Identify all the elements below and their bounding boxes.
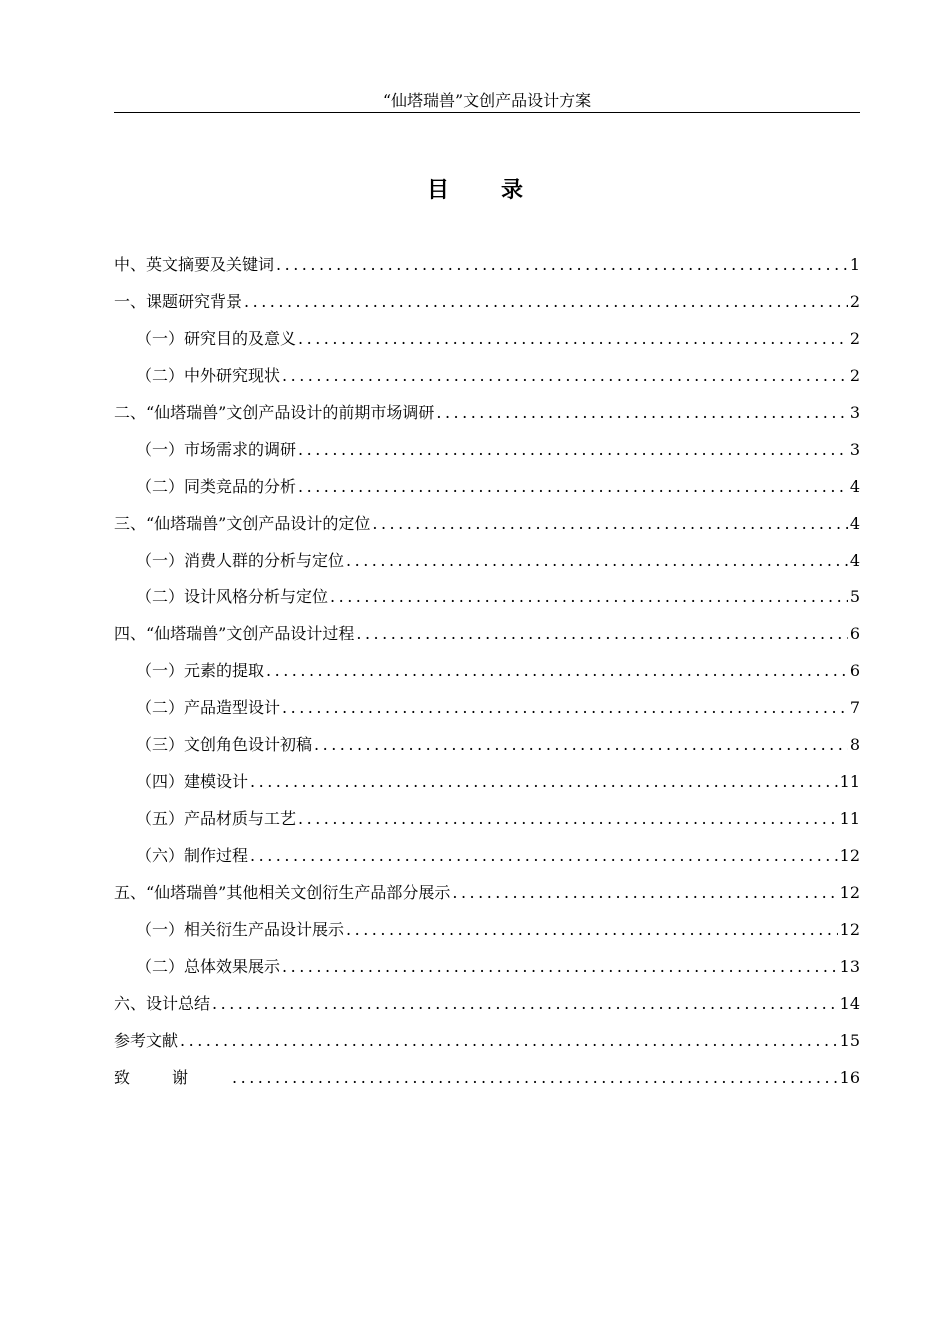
toc-entry[interactable] <box>114 954 860 991</box>
toc-entry-label: （二）产品造型设计 <box>136 698 281 718</box>
toc-entry-label: 中、英文摘要及关键词 <box>114 255 275 274</box>
toc-entry-label: （一）研究目的及意义 <box>136 328 297 348</box>
toc-dot-leader <box>274 252 848 278</box>
toc-dot-leader <box>296 326 848 352</box>
toc-dot-leader <box>210 991 838 1017</box>
toc-entry-page-number: 14 <box>839 993 860 1013</box>
toc-entry-page-number: 4 <box>849 476 860 496</box>
toc-dot-leader <box>248 769 838 795</box>
toc-entry-label: 参考文献 <box>114 1030 179 1050</box>
toc-entry-label: 二、“仙塔瑞兽”文创产品设计的前期市场调研 <box>114 402 435 422</box>
toc-entry-page-number: 2 <box>849 328 860 348</box>
toc-entry-label: （二）总体效果展示 <box>136 956 281 976</box>
toc-entry-label: （三）文创角色设计初稿 <box>136 735 313 755</box>
toc-dot-leader <box>178 1028 838 1054</box>
toc-entry-page-number: 15 <box>839 1030 860 1050</box>
toc-entry-label: 五、“仙塔瑞兽”其他相关文创衍生产品部分展示 <box>114 882 451 902</box>
toc-dot-leader <box>280 695 848 721</box>
toc-entry-page-number: 1 <box>849 255 860 274</box>
toc-entry-page-number: 3 <box>849 439 860 459</box>
toc-entry[interactable] <box>114 400 860 437</box>
toc-entry-label: 致谢 <box>114 1067 231 1087</box>
toc-dot-leader <box>248 843 838 869</box>
toc-entry-page-number: 12 <box>839 846 860 865</box>
toc-entry-page-number: 12 <box>839 919 860 939</box>
toc-entry-page-number: 7 <box>849 698 860 718</box>
toc-entry-page-number: 4 <box>849 550 860 570</box>
toc-dot-leader <box>312 732 848 758</box>
toc-entry[interactable] <box>114 437 860 474</box>
toc-entry-page-number: 13 <box>839 956 860 976</box>
toc-entry-page-number: 5 <box>849 587 860 607</box>
toc-entry[interactable] <box>114 474 860 511</box>
toc-entry-label: 一、课题研究背景 <box>114 291 243 311</box>
toc-entry[interactable] <box>114 363 860 400</box>
toc-entry-page-number: 16 <box>839 1067 860 1087</box>
toc-dot-leader <box>296 806 838 832</box>
toc-entry[interactable] <box>114 695 860 732</box>
toc-dot-leader <box>354 621 847 647</box>
toc-entry[interactable] <box>114 621 860 658</box>
toc-entry-label: 三、“仙塔瑞兽”文创产品设计的定位 <box>114 513 371 533</box>
toc-entry[interactable] <box>114 880 860 917</box>
toc-entry[interactable] <box>114 289 860 326</box>
toc-entry-label: （四）建模设计 <box>136 772 249 792</box>
toc-entry-page-number: 8 <box>849 735 860 755</box>
toc-entry[interactable] <box>114 584 860 621</box>
toc-dot-leader <box>328 584 848 610</box>
toc-entry[interactable] <box>114 806 860 843</box>
toc-dot-leader <box>370 511 847 537</box>
toc-entry[interactable] <box>114 548 860 585</box>
toc-dot-leader <box>296 437 848 463</box>
toc-entry[interactable] <box>114 991 860 1028</box>
toc-entry-label: （二）中外研究现状 <box>136 365 281 385</box>
toc-title: 目录 <box>426 177 575 203</box>
toc-entry-page-number: 2 <box>849 291 860 311</box>
toc-entry-label: （二）同类竞品的分析 <box>136 476 297 496</box>
table-of-contents <box>114 252 860 1102</box>
toc-entry-label: （一）相关衍生产品设计展示 <box>136 919 345 939</box>
toc-entry-page-number: 2 <box>849 365 860 385</box>
toc-dot-leader <box>344 917 838 943</box>
toc-entry[interactable] <box>114 252 860 289</box>
toc-dot-leader <box>434 400 847 426</box>
toc-dot-leader <box>280 954 838 980</box>
toc-entry-page-number: 11 <box>839 772 860 792</box>
toc-entry-label: 四、“仙塔瑞兽”文创产品设计过程 <box>114 624 355 644</box>
toc-entry[interactable] <box>114 917 860 954</box>
toc-entry-page-number: 6 <box>849 661 860 681</box>
toc-entry-label: （二）设计风格分析与定位 <box>136 587 329 607</box>
toc-entry-label: （一）市场需求的调研 <box>136 439 297 459</box>
running-header-title: “仙塔瑞兽”文创产品设计方案 <box>382 91 592 110</box>
toc-entry-label: （一）消费人群的分析与定位 <box>136 550 345 570</box>
toc-entry[interactable] <box>114 732 860 769</box>
toc-entry-page-number: 6 <box>849 624 860 644</box>
toc-entry[interactable] <box>114 1065 860 1102</box>
toc-entry-label: （一）元素的提取 <box>136 661 265 681</box>
toc-dot-leader <box>344 548 848 574</box>
toc-entry-page-number: 4 <box>849 513 860 533</box>
toc-dot-leader <box>280 363 848 389</box>
toc-entry-page-number: 11 <box>839 809 860 829</box>
toc-entry-label: （六）制作过程 <box>136 846 249 865</box>
toc-entry-label: （五）产品材质与工艺 <box>136 809 297 829</box>
running-header <box>114 90 860 113</box>
toc-dot-leader <box>264 658 848 684</box>
toc-entry-page-number: 3 <box>849 402 860 422</box>
toc-dot-leader <box>296 474 848 500</box>
toc-entry-label: 六、设计总结 <box>114 993 211 1013</box>
toc-dot-leader <box>450 880 837 906</box>
toc-entry[interactable] <box>114 769 860 806</box>
toc-dot-leader <box>242 289 848 315</box>
toc-entry[interactable] <box>114 658 860 695</box>
toc-entry[interactable] <box>114 326 860 363</box>
toc-dot-leader <box>230 1065 838 1091</box>
toc-entry-page-number: 12 <box>839 882 860 902</box>
toc-entry[interactable] <box>114 511 860 548</box>
toc-entry[interactable] <box>114 1028 860 1065</box>
toc-entry[interactable] <box>114 843 860 880</box>
